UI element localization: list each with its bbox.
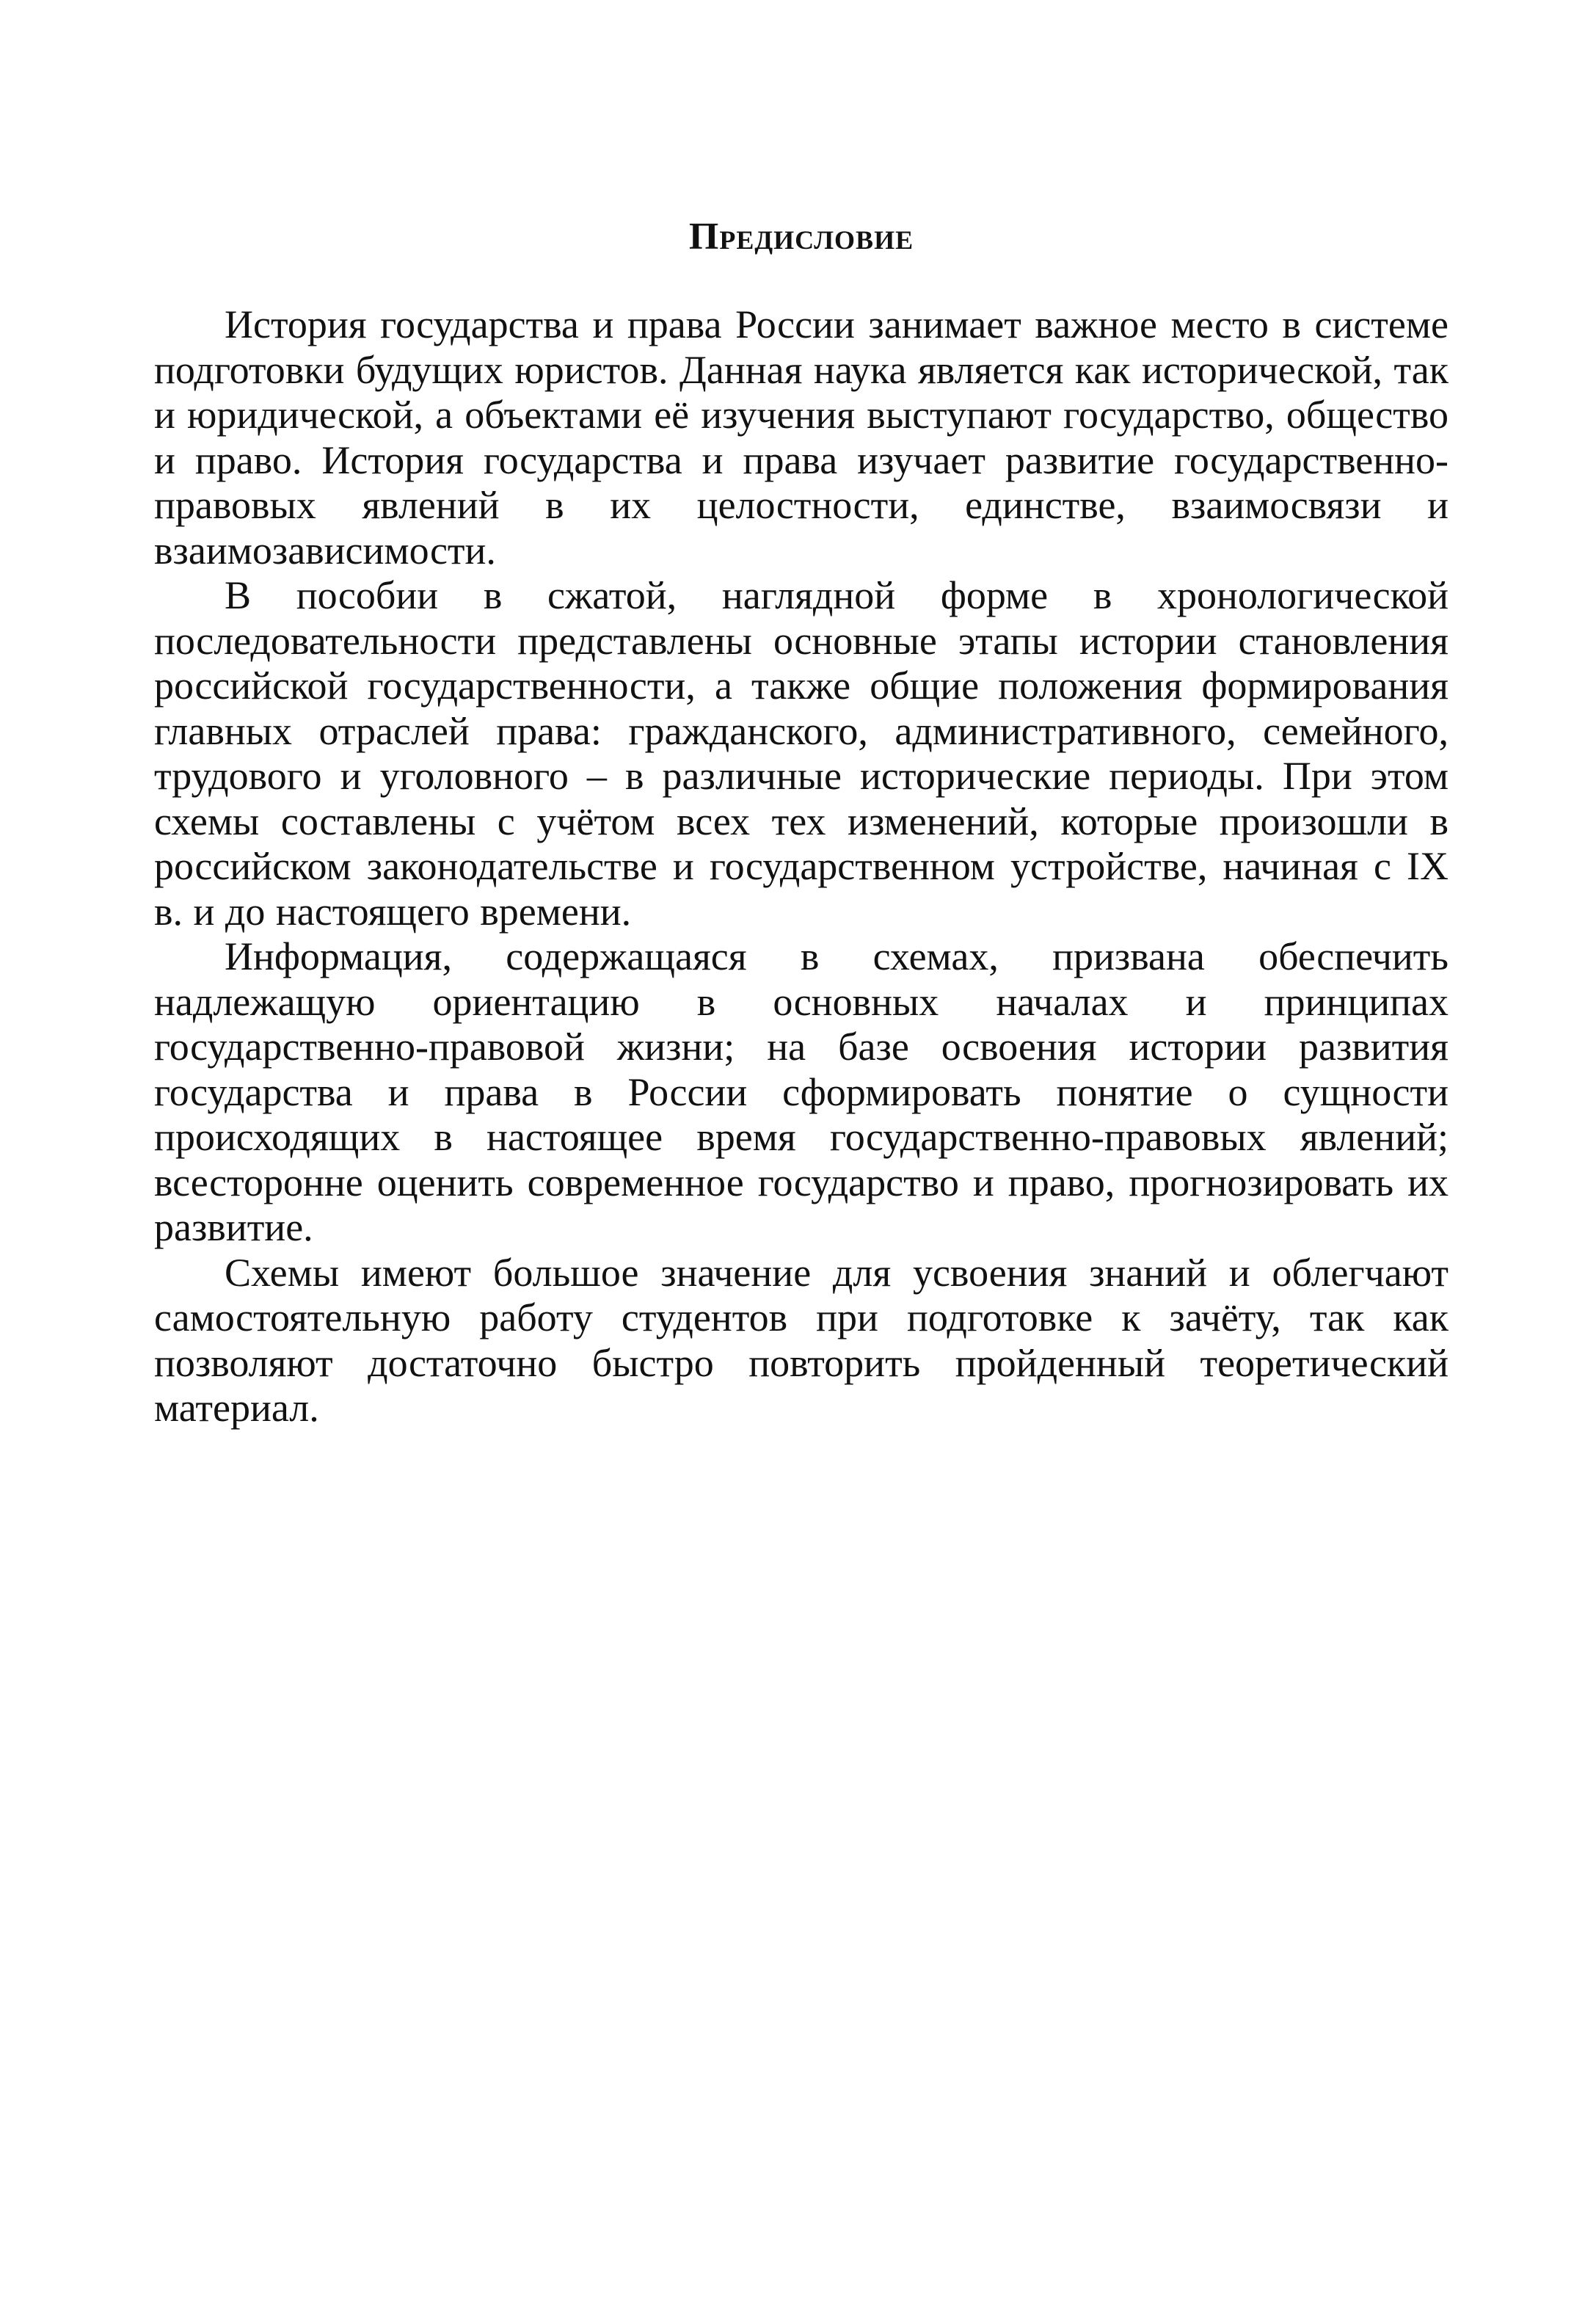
paragraph-3: Информация, содержащаяся в схемах, призвана обеспечить надлежащую ориентацию в основных началах и принципах государственно-правовой жизни; на базе освоения истории развития государства и права в России сформировать понятие о сущности происходящих в настоящее время государственно-правовых явлений; всесторонне оценить современное государство и право, прогнозировать их развитие. [154,934,1449,1250]
page-title: Предисловие [688,216,914,258]
paragraph-4: Схемы имеют большое значение для усвоения знаний и облегчают самостоятельную работу студентов при подготовке к зачёту, так как позволяют достаточно быстро повторить пройденный теоретический материал. [154,1250,1449,1431]
paragraph-1: История государства и права России занимает важное место в системе подготовки будущих юристов. Данная наука является как исторической, так и юридической, а объектами её изучения выступают государство, общество и право. История государства и права изучает развитие государственно-правовых явлений в их целостности, единстве, взаимосвязи и взаимозависимости. [154,302,1449,572]
document-page [154,214,1449,1431]
paragraph-2: В пособии в сжатой, наглядной форме в хронологической последовательности представлены основные этапы истории становления российской государственности, а также общие положения формирования главных отраслей права: гражданского, административного, семейного, трудового и уголовного – в различные исторические периоды. При этом схемы составлены с учётом всех тех изменений, которые произошли в российском законодательстве и государственном устройстве, начиная с IX в. и до настоящего времени. [154,573,1449,934]
